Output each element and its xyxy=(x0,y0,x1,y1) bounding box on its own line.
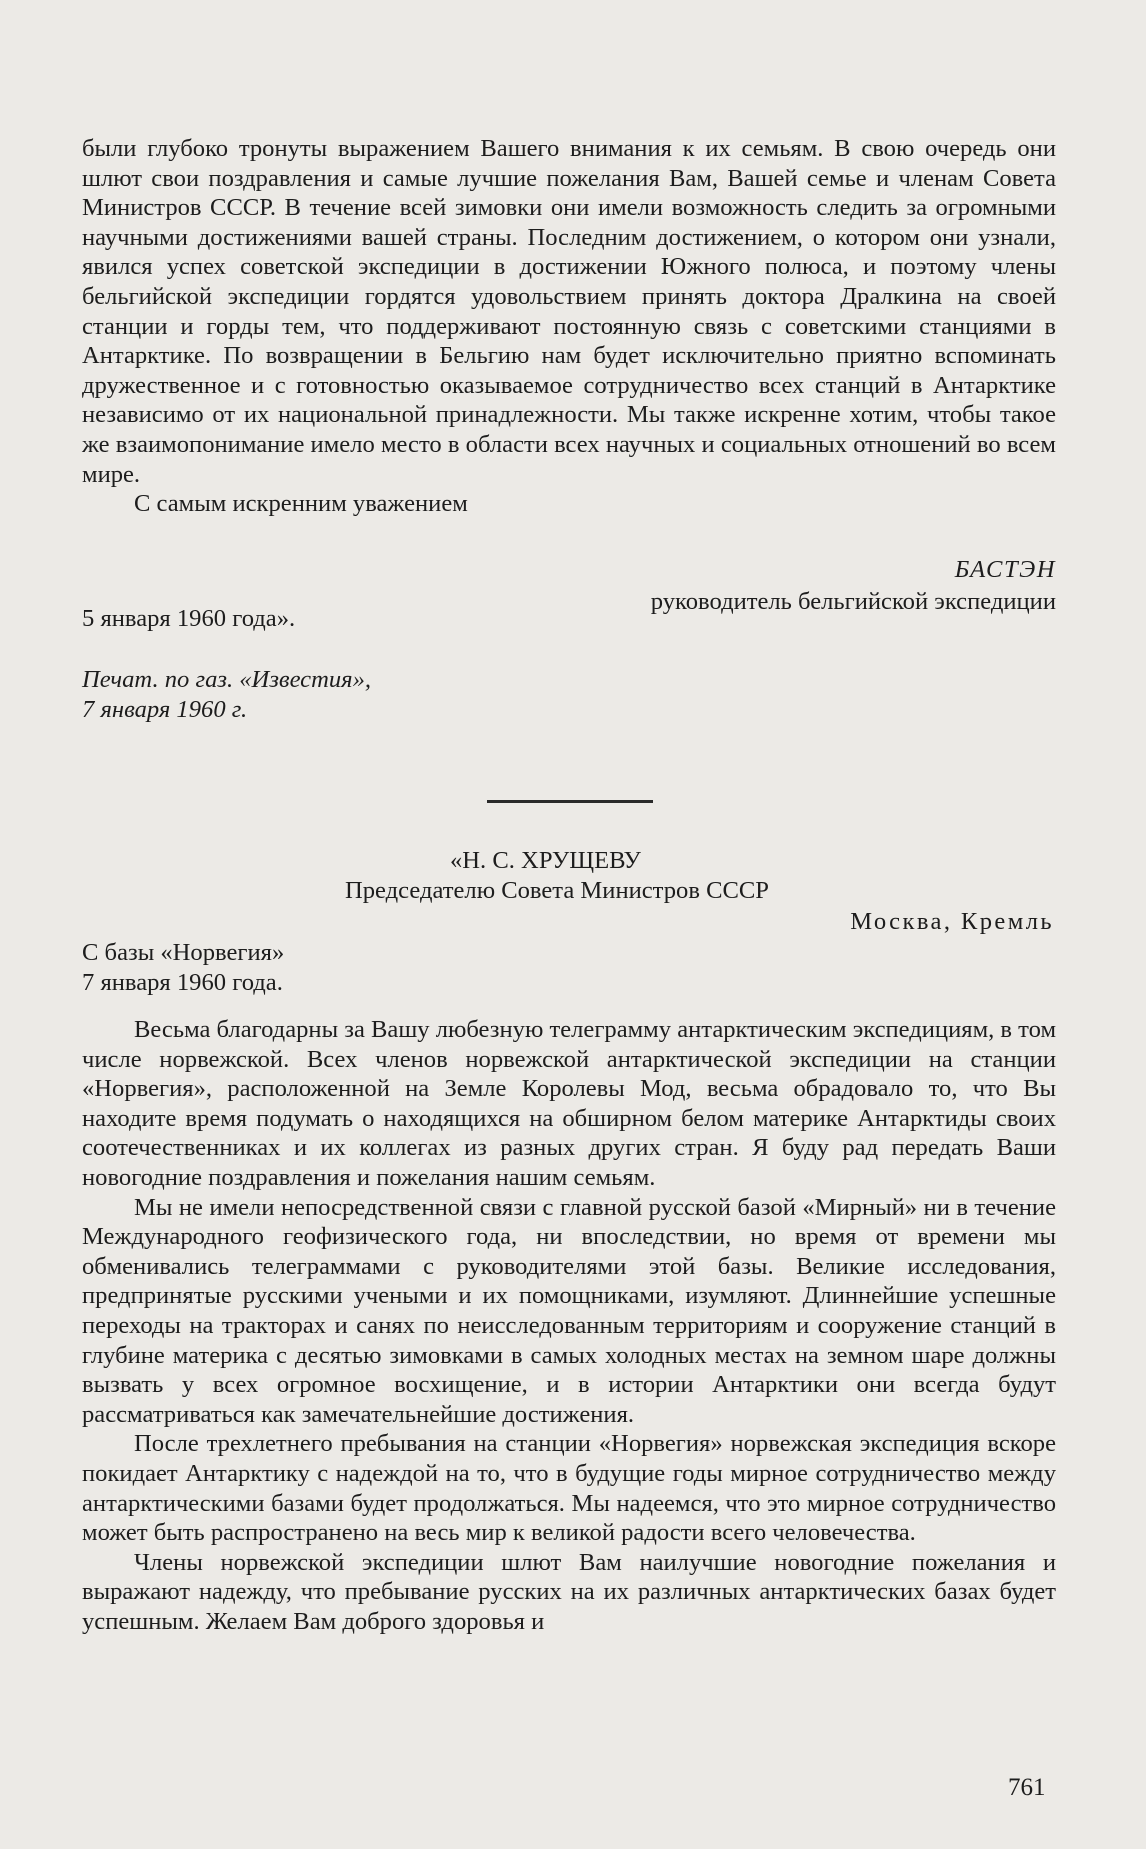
letter2-paragraph-1: Весьма благодарны за Вашу любезную телеграмму антарктическим экспедициям, в том числе норвежской. Всех членов норвежской антарктической экспедиции на станции «Норвегия», расположенной на Земле Королевы Мод, весьма обрадовало то, что Вы находите время подумать о находящихся на обширном белом материке Антарктиды своих соотечественниках и их коллегах из разных других стран. Я буду рад передать Ваши новогодние поздравления и пожелания нашим семьям. xyxy=(82,1016,1057,1191)
letter2-body xyxy=(82,1015,1056,1636)
letter1-signature: БАСТЭН xyxy=(954,556,1056,583)
letter2-paragraph-4: Члены норвежской экспедиции шлют Вам наилучшие новогодние пожелания и выражают надежду, что пребывание русских на их различных антарктических базах будет успешным. Желаем Вам доброго здоровья и xyxy=(82,1548,1056,1635)
letter1-paragraph: были глубоко тронуты выражением Вашего внимания к их семьям. В свою очередь они шлют свои поздравления и самые лучшие пожелания Вам, Вашей семье и членам Совета Министров СССР. В течение всей зимовки они имели возможность следить за огромными научными достижениями вашей страны. Последним достижением, о котором они узнали, явился успех советской экспедиции в достижении Южного полюса, и поэтому члены бельгийской экспедиции гордятся удовольствием принять доктора Дралкина на своей станции и горды тем, что поддерживают постоянную связь с советскими станциями в Антарктике. По возвращении в Бельгию нам будет исключительно приятно вспоминать дружественное и с готовностью оказываемое сотрудничество всех станций в Антарктике независимо от их национальной принадлежности. Мы также искренне хотим, чтобы такое же взаимопонимание имело место в области всех научных и социальных отношений во всем мире. xyxy=(82,135,1056,488)
letter2-date: 7 января 1960 года. xyxy=(82,969,283,996)
source-line-1: Печат. по газ. «Известия», xyxy=(82,666,372,693)
letter2-from: С базы «Норвегия» xyxy=(82,939,285,966)
page-number: 761 xyxy=(1008,1774,1046,1801)
letter2-paragraph-2: Мы не имели непосредственной связи с главной русской базой «Мирный» ни в течение Международного геофизического года, ни впоследствии, но время от времени мы обменивались телеграммами с руководителями этой базы. Великие исследования, предпринятые русскими учеными и их помощниками, изумляют. Длиннейшие успешные переходы на тракторах и санях по неисследованным территориям и сооружение станций в глубине материка с десятью зимовками в самых холодных местах на земном шаре должны вызвать у всех огромное восхищение, и в истории Антарктики они всегда будут рассматриваться как замечательнейшие достижения. xyxy=(82,1193,1056,1428)
letter1-closing: С самым искренним уважением xyxy=(134,490,468,518)
letter2-addressee-place: Москва, Кремль xyxy=(850,908,1054,935)
section-divider xyxy=(487,800,653,803)
source-note xyxy=(82,665,371,724)
letter1-date: 5 января 1960 года». xyxy=(82,605,296,632)
letter2-addressee-title: Председателю Совета Министров СССР xyxy=(345,877,769,904)
letter1-signer-role: руководитель бельгийской экспедиции xyxy=(650,588,1056,615)
letter2-paragraph-3: После трехлетнего пребывания на станции «Норвегия» норвежская экспедиция вскоре покидает Антарктику с надеждой на то, что в будущие годы мирное сотрудничество между антарктическими базами будет продолжаться. Мы надеемся, что это мирное сотрудничество может быть распространено на весь мир к великой радости всего человечества. xyxy=(82,1430,1056,1547)
letter2-addressee: «Н. С. ХРУЩЕВУ xyxy=(450,847,641,874)
letter1-body xyxy=(82,134,1056,519)
source-line-2: 7 января 1960 г. xyxy=(82,695,248,723)
